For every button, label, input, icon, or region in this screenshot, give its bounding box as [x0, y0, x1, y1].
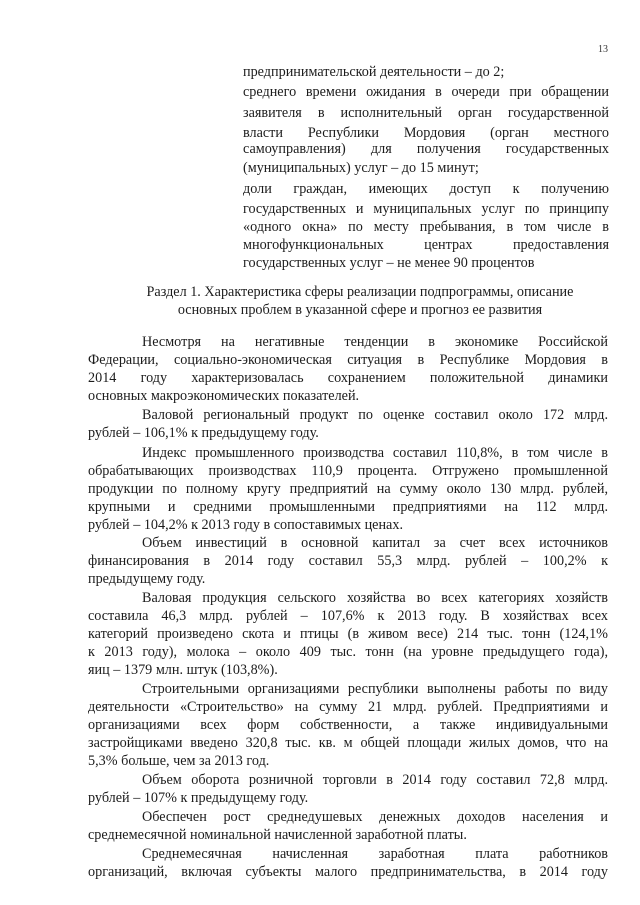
list-line: заявителя в исполнительный орган государственной: [243, 105, 609, 121]
body-line: категорий произведено скота и птицы (в живом весе) 214 тыс. тонн (124,1%: [88, 626, 608, 642]
body-line: к 2013 году), молока – около 409 тыс. тонн (на уровне предыдущего года),: [88, 644, 608, 660]
body-line: крупными и средними промышленными предприятиями на 112 млрд.: [88, 499, 608, 515]
list-line: предпринимательской деятельности – до 2;: [243, 64, 505, 80]
list-line: (муниципальных) услуг – до 15 минут;: [243, 160, 479, 176]
list-line: власти Республики Мордовия (орган местного: [243, 125, 609, 141]
body-line: рублей – 107% к предыдущему году.: [88, 790, 309, 806]
body-line: среднемесячной номинальной начисленной заработной платы.: [88, 827, 467, 843]
body-line: Федерации, социально-экономическая ситуация в Республике Мордовия в: [88, 352, 608, 368]
body-line: организаций, включая субъекты малого предпринимательства, в 2014 году: [88, 864, 608, 880]
body-line: продукции по полному кругу предприятий на сумму около 130 млрд. рублей,: [88, 481, 608, 497]
body-line: Валовой региональный продукт по оценке составил около 172 млрд.: [142, 407, 608, 423]
body-line: Индекс промышленного производства составил 110,8%, в том числе в: [142, 445, 608, 461]
body-line: обрабатывающих производствах 110,9 процента. Отгружено промышленной: [88, 463, 608, 479]
list-line: среднего времени ожидания в очереди при обращении: [243, 84, 609, 100]
body-line: Валовая продукция сельского хозяйства во всех категориях хозяйств: [142, 590, 608, 606]
list-line: «одного окна» по месту пребывания, в том числе в: [243, 219, 609, 235]
body-line: деятельности «Строительство» на сумму 21 млрд. рублей. Предприятиями и: [88, 699, 608, 715]
body-line: составила 46,3 млрд. рублей – 107,6% к 2013 году. В хозяйствах всех: [88, 608, 608, 624]
body-line: финансирования в 2014 году составил 55,3 млрд. рублей – 100,2% к: [88, 553, 608, 569]
body-line: Обеспечен рост среднедушевых денежных доходов населения и: [142, 809, 608, 825]
body-line: Несмотря на негативные тенденции в экономике Российской: [142, 334, 608, 350]
list-line: государственных и муниципальных услуг по принципу: [243, 201, 609, 217]
body-line: Среднемесячная начисленная заработная плата работников: [142, 846, 608, 862]
body-line: 2014 году характеризовалась сохранением положительной динамики: [88, 370, 608, 386]
body-line: рублей – 106,1% к предыдущему году.: [88, 425, 319, 441]
body-line: организациями всех форм собственности, а также индивидуальными: [88, 717, 608, 733]
page-number: 13: [598, 44, 608, 55]
list-line: многофункциональных центрах предоставления: [243, 237, 609, 253]
body-line: застройщиками введено 320,8 тыс. кв. м общей площади жилых домов, что на: [88, 735, 608, 751]
body-line: яиц – 1379 млн. штук (103,8%).: [88, 662, 278, 678]
list-line: государственных услуг – не менее 90 процентов: [243, 255, 535, 271]
body-line: основных макроэкономических показателей.: [88, 388, 360, 404]
section-heading-line: основных проблем в указанной сфере и прогноз ее развития: [177, 302, 543, 318]
body-line: 5,3% больше, чем за 2013 год.: [88, 753, 270, 769]
section-heading-line: Раздел 1. Характеристика сферы реализации подпрограммы, описание: [146, 284, 574, 300]
list-line: самоуправления) для получения государственных: [243, 141, 609, 157]
list-line: доли граждан, имеющих доступ к получению: [243, 181, 609, 197]
body-line: Строительными организациями республики выполнены работы по виду: [142, 681, 608, 697]
body-line: Объем оборота розничной торговли в 2014 году составил 72,8 млрд.: [142, 772, 608, 788]
body-line: Объем инвестиций в основной капитал за счет всех источников: [142, 535, 608, 551]
body-line: рублей – 104,2% к 2013 году в сопоставимых ценах.: [88, 517, 403, 533]
body-line: предыдущему году.: [88, 571, 206, 587]
